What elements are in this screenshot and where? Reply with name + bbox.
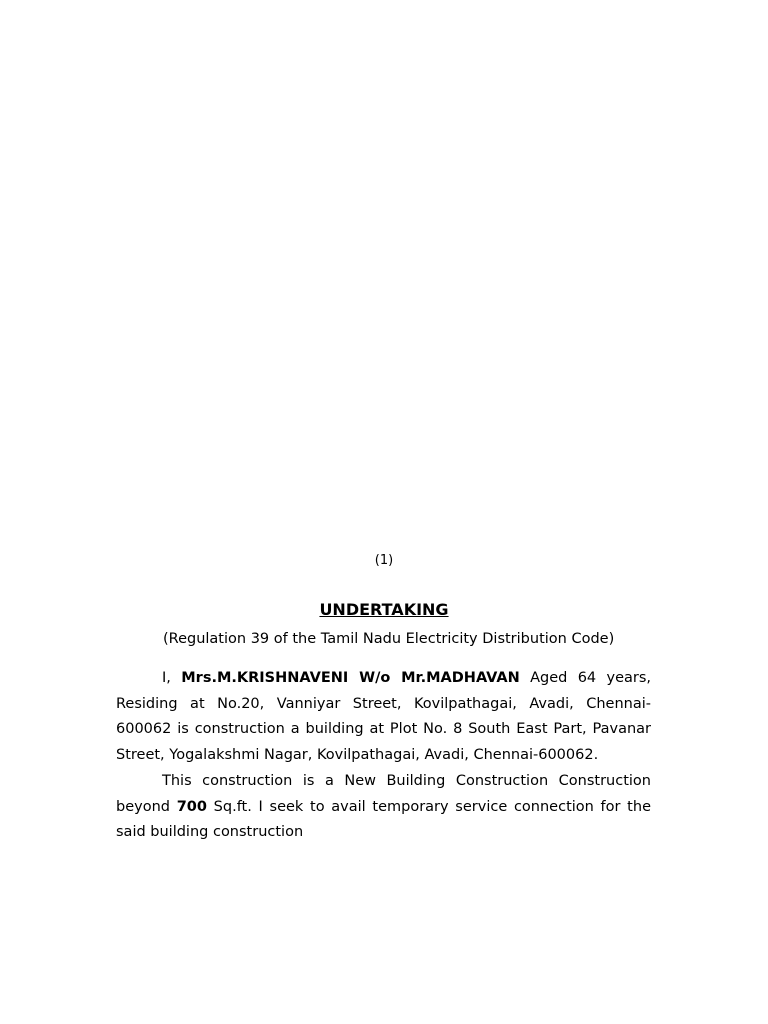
paragraph-declaration xyxy=(116,666,651,769)
document-body xyxy=(116,666,651,846)
paragraph-1-intro: I, xyxy=(162,670,182,686)
page-number: (1) xyxy=(374,553,394,568)
document-title: UNDERTAKING xyxy=(319,600,449,619)
paragraph-2-intro: This construction is a New Building Construction Construction beyond xyxy=(116,772,651,815)
applicant-name: Mrs.M.KRISHNAVENI W/o Mr.MADHAVAN xyxy=(181,670,520,686)
paragraph-2-rest: Sq.ft. I seek to avail temporary service connection for the said building construction xyxy=(116,798,651,841)
paragraph-construction xyxy=(116,769,651,846)
document-subtitle: (Regulation 39 of the Tamil Nadu Electricity Distribution Code) xyxy=(163,631,615,647)
construction-area: 700 xyxy=(176,798,207,815)
paragraph-1-rest: Aged 64 years, Residing at No.20, Vanniyar Street, Kovilpathagai, Avadi, Chennai-600062 is construction a building at Plot No. 8 South East Part, Pavanar Street, Yogalakshmi Nagar, Kovilpathagai, Avadi, Chennai-600062. xyxy=(116,670,651,764)
